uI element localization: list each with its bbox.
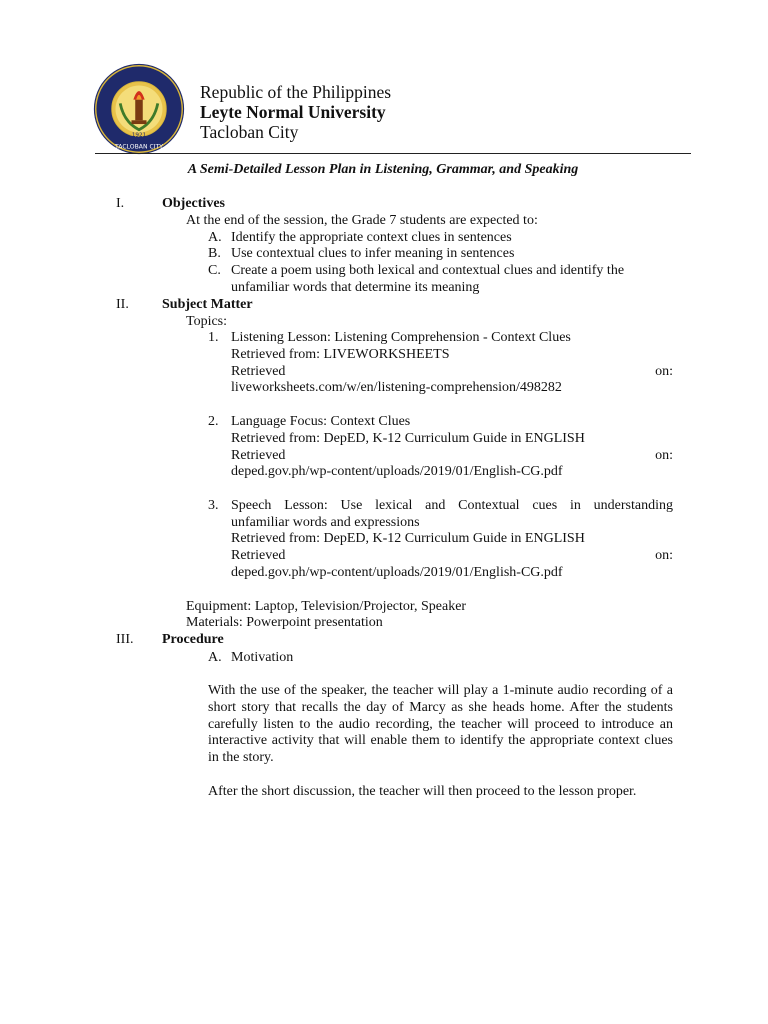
title-word: cues (532, 498, 558, 513)
topic-retrieved-row (231, 364, 673, 381)
topic-title: Language Focus: Context Clues (231, 414, 411, 429)
title-word: Lesson: (284, 498, 328, 513)
section-numeral-procedure: III. (116, 632, 134, 647)
section-heading-objectives: Objectives (162, 196, 225, 211)
header-university: Leyte Normal University (200, 102, 386, 122)
transition-paragraph: After the short discussion, the teacher will then proceed to the lesson proper. (208, 784, 637, 799)
section-numeral-objectives: I. (116, 196, 125, 211)
header-republic: Republic of the Philippines (200, 82, 392, 102)
document-title: A Semi-Detailed Lesson Plan in Listening, Grammar, and Speaking (187, 162, 579, 177)
topic-retrieved-row (231, 448, 673, 465)
objective-label: B. (208, 246, 221, 261)
topic-url: deped.gov.ph/wp-content/uploads/2019/01/English-CG.pdf (231, 565, 563, 580)
topic-title: Listening Lesson: Listening Comprehension - Context Clues (231, 330, 571, 345)
retrieved-on: on: (655, 548, 673, 563)
topic-title-line2: unfamiliar words and expressions (231, 515, 420, 530)
topic-number: 1. (208, 330, 219, 345)
header-divider (95, 153, 691, 154)
title-word: lexical (375, 498, 413, 513)
materials-line: Materials: Powerpoint presentation (186, 615, 383, 630)
topics-label: Topics: (186, 314, 228, 329)
objective-text-cont: unfamiliar words that determine its meaning (231, 280, 480, 295)
objective-label: A. (208, 230, 222, 245)
topic-number: 2. (208, 414, 219, 429)
title-word: understanding (593, 498, 673, 513)
seal-text-bottom: TACLOBAN CITY (114, 143, 164, 151)
topic-retrieved-row (231, 548, 673, 565)
objective-text: Use contextual clues to infer meaning in sentences (231, 246, 515, 261)
retrieved-label: Retrieved (231, 448, 286, 463)
procedure-sub-label: A. (208, 650, 222, 665)
retrieved-on: on: (655, 448, 673, 463)
title-word: Use (340, 498, 363, 513)
equipment-line: Equipment: Laptop, Television/Projector, Speaker (186, 599, 467, 614)
retrieved-label: Retrieved (231, 364, 286, 379)
retrieved-label: Retrieved (231, 548, 286, 563)
objective-label: C. (208, 263, 221, 278)
topic-source: Retrieved from: DepED, K-12 Curriculum Guide in ENGLISH (231, 531, 585, 546)
motivation-paragraph: With the use of the speaker, the teacher will play a 1-minute audio recording of a short story that recalls the day of Marcy as she heads home. After the students carefully listen to the audio recording, the teacher will proceed to introduce an interactive activity that will enable them to identify the appropriate context clues in the story. (208, 683, 673, 766)
seal-text-top: LEYTE NORMAL UNIVERSITY (92, 55, 211, 64)
objective-text: Identify the appropriate context clues in sentences (231, 230, 512, 245)
title-word: Speech (231, 498, 272, 513)
title-word: in (570, 498, 581, 513)
seal-year: 1921 (131, 132, 147, 139)
procedure-sub-title: Motivation (231, 650, 294, 665)
section-numeral-subject: II. (116, 297, 129, 312)
header-city: Tacloban City (200, 122, 299, 142)
objective-text: Create a poem using both lexical and contextual clues and identify the (231, 263, 625, 278)
retrieved-on: on: (655, 364, 673, 379)
section-heading-procedure: Procedure (162, 632, 224, 647)
title-word: Contextual (458, 498, 520, 513)
topic-source: Retrieved from: LIVEWORKSHEETS (231, 347, 450, 362)
topic-number: 3. (208, 498, 219, 513)
section-heading-subject: Subject Matter (162, 297, 253, 312)
topic-url: liveworksheets.com/w/en/listening-comprehension/498282 (231, 380, 562, 395)
university-seal-logo (92, 55, 211, 156)
topic-title-line1 (231, 498, 673, 515)
title-word: and (425, 498, 446, 513)
objectives-intro: At the end of the session, the Grade 7 students are expected to: (186, 213, 538, 228)
topic-source: Retrieved from: DepED, K-12 Curriculum Guide in ENGLISH (231, 431, 585, 446)
topic-url: deped.gov.ph/wp-content/uploads/2019/01/English-CG.pdf (231, 464, 563, 479)
